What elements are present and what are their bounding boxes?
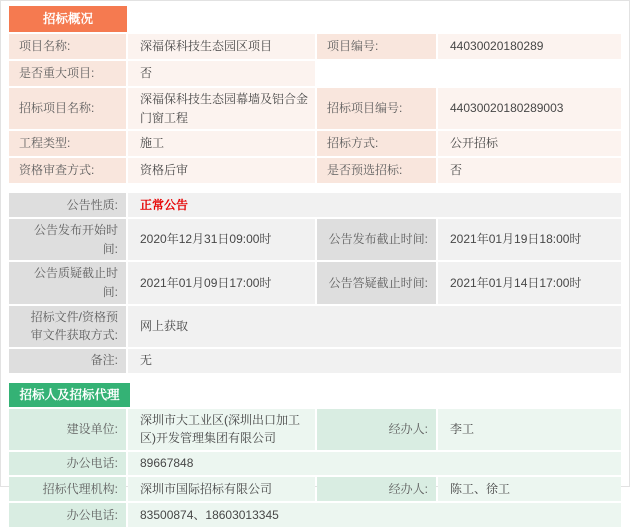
field-label-project-type: 工程类型: — [9, 131, 126, 156]
field-value-handler-1: 李工 — [438, 409, 621, 450]
field-value-remark: 无 — [128, 349, 621, 373]
field-label-project-name: 项目名称: — [9, 34, 126, 59]
field-value-office-phone-2: 83500874、18603013345 — [128, 503, 621, 527]
field-label-handler-2: 经办人: — [317, 477, 436, 501]
field-label-question-deadline: 公告质疑截止时间: — [9, 262, 126, 303]
field-label-publish-start: 公告发布开始时间: — [9, 219, 126, 260]
field-value-project-type: 施工 — [128, 131, 315, 156]
field-label-preselect-tender: 是否预选招标: — [317, 158, 436, 183]
table-row — [9, 452, 621, 475]
table-row — [9, 349, 621, 373]
field-value-document-obtain-method: 网上获取 — [128, 306, 621, 347]
field-value-tender-project-number: 44030020180289003 — [438, 88, 621, 129]
overview-table — [9, 34, 621, 183]
field-label-tender-project-number: 招标项目编号: — [317, 88, 436, 129]
table-row — [9, 131, 621, 156]
field-label-major-project: 是否重大项目: — [9, 61, 126, 86]
section-gap — [9, 375, 621, 383]
field-label-project-number: 项目编号: — [317, 34, 436, 59]
field-label-answer-deadline: 公告答疑截止时间: — [317, 262, 436, 303]
field-value-answer-deadline: 2021年01月14日17:00时 — [438, 262, 621, 303]
field-value-construction-unit: 深圳市大工业区(深圳出口加工区)开发管理集团有限公司 — [128, 409, 315, 450]
table-row — [9, 219, 621, 260]
field-label-notice-nature: 公告性质: — [9, 193, 126, 217]
field-label-remark: 备注: — [9, 349, 126, 373]
field-value-publish-start: 2020年12月31日09:00时 — [128, 219, 315, 260]
table-row — [9, 409, 621, 450]
field-value-tender-method: 公开招标 — [438, 131, 621, 156]
field-label-construction-unit: 建设单位: — [9, 409, 126, 450]
table-row — [9, 503, 621, 527]
field-label-tender-agency: 招标代理机构: — [9, 477, 126, 501]
field-value-notice-nature — [128, 193, 621, 217]
table-row — [9, 34, 621, 59]
field-value-preselect-tender: 否 — [438, 158, 621, 183]
field-label-document-obtain-method: 招标文件/资格预审文件获取方式: — [9, 306, 126, 347]
table-row — [9, 88, 621, 129]
field-value-project-name: 深福保科技生态园区项目 — [128, 34, 315, 59]
section-title-overview: 招标概况 — [9, 6, 127, 32]
table-row — [9, 477, 621, 501]
field-label-publish-end: 公告发布截止时间: — [317, 219, 436, 260]
field-value-question-deadline: 2021年01月09日17:00时 — [128, 262, 315, 303]
field-value-project-number: 44030020180289 — [438, 34, 621, 59]
parties-table — [9, 409, 621, 527]
section-title-parties: 招标人及招标代理 — [9, 383, 130, 407]
field-label-office-phone-1: 办公电话: — [9, 452, 126, 475]
field-label-tender-project-name: 招标项目名称: — [9, 88, 126, 129]
field-value-office-phone-1: 89667848 — [128, 452, 621, 475]
section-gap — [9, 185, 621, 193]
field-label-office-phone-2: 办公电话: — [9, 503, 126, 527]
announcement-table — [9, 193, 621, 373]
field-value-publish-end: 2021年01月19日18:00时 — [438, 219, 621, 260]
table-row — [9, 262, 621, 303]
field-label-handler-1: 经办人: — [317, 409, 436, 450]
table-row — [9, 158, 621, 183]
field-label-tender-method: 招标方式: — [317, 131, 436, 156]
notice-nature-text: 正常公告 — [140, 197, 189, 212]
field-value-handler-2: 陈工、徐工 — [438, 477, 621, 501]
field-value-tender-project-name: 深福保科技生态园幕墙及铝合金门窗工程 — [128, 88, 315, 129]
field-label-qualification-review: 资格审查方式: — [9, 158, 126, 183]
table-row — [9, 306, 621, 347]
field-value-major-project: 否 — [128, 61, 315, 86]
field-value-qualification-review: 资格后审 — [128, 158, 315, 183]
table-row — [9, 193, 621, 217]
table-row — [9, 61, 621, 86]
field-value-tender-agency: 深圳市国际招标有限公司 — [128, 477, 315, 501]
